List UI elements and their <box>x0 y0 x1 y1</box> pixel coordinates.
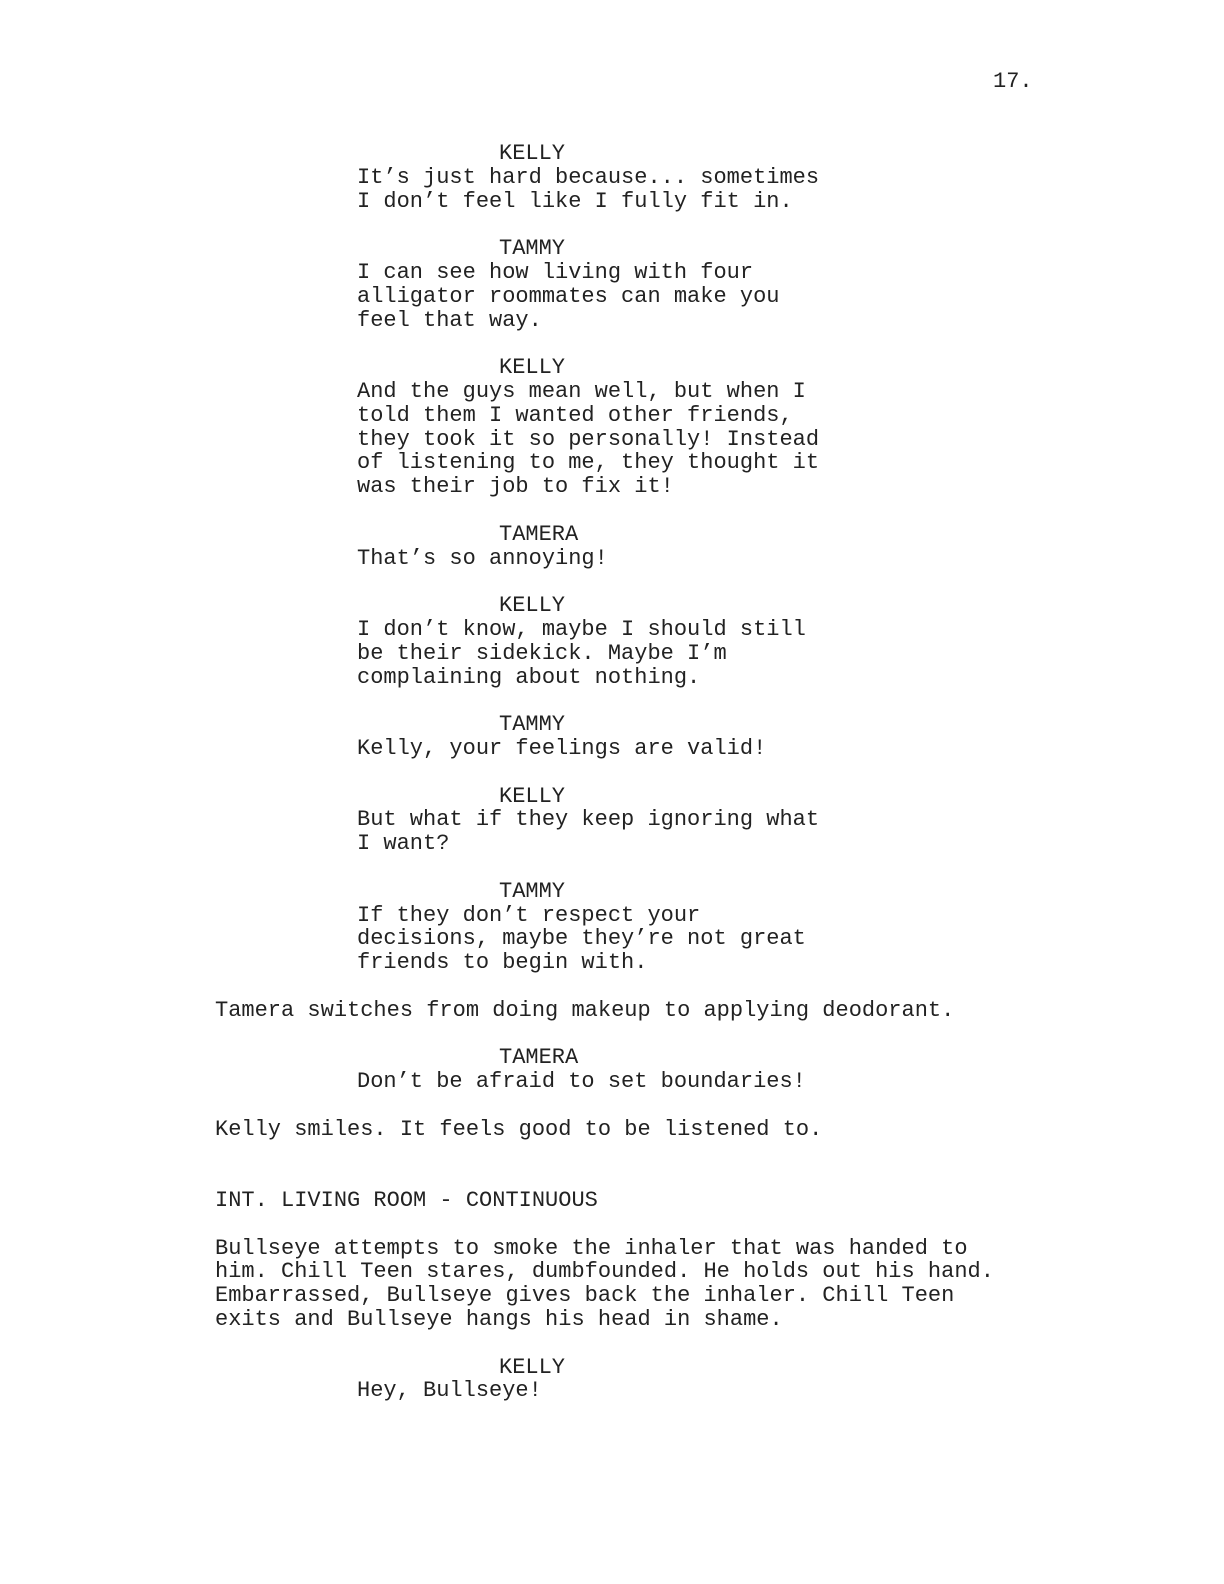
action-line: Bullseye attempts to smoke the inhaler that was handed to <box>215 1235 968 1261</box>
dialogue-line: I want? <box>357 831 450 857</box>
dialogue-line: decisions, maybe they’re not great <box>357 926 806 952</box>
dialogue-line: It’s just hard because... sometimes <box>357 164 820 190</box>
character-name: KELLY <box>499 141 566 166</box>
dialogue-line: That’s so annoying! <box>357 545 608 571</box>
action-line: Tamera switches from doing makeup to applying deodorant. <box>215 997 955 1023</box>
character-name: TAMMY <box>499 236 566 262</box>
dialogue-line: was their job to fix it! <box>357 474 674 500</box>
dialogue-line: alligator roommates can make you <box>357 283 780 309</box>
character-name: TAMERA <box>499 1045 579 1071</box>
character-name: TAMMY <box>499 878 566 904</box>
dialogue-line: If they don’t respect your <box>357 902 701 928</box>
dialogue-line: Don’t be afraid to set boundaries! <box>357 1069 806 1095</box>
dialogue-line: And the guys mean well, but when I <box>357 378 806 404</box>
dialogue-line: be their sidekick. Maybe I’m <box>357 640 727 666</box>
dialogue-line: complaining about nothing. <box>357 664 701 690</box>
scene-heading: INT. LIVING ROOM - CONTINUOUS <box>215 1188 598 1214</box>
dialogue-line: told them I wanted other friends, <box>357 402 793 428</box>
dialogue-line: they took it so personally! Instead <box>357 426 820 452</box>
action-line: Embarrassed, Bullseye gives back the inhaler. Chill Teen <box>215 1283 955 1309</box>
dialogue-line: I can see how living with four <box>357 259 754 285</box>
action-line: Kelly smiles. It feels good to be listened to. <box>215 1116 823 1142</box>
dialogue-line: Kelly, your feelings are valid! <box>357 735 767 761</box>
dialogue-line: of listening to me, they thought it <box>357 450 820 476</box>
dialogue-line: I don’t know, maybe I should still <box>357 616 806 642</box>
character-name: KELLY <box>499 355 566 381</box>
character-name: TAMMY <box>499 712 566 738</box>
dialogue-line: feel that way. <box>357 307 542 333</box>
action-line: him. Chill Teen stares, dumbfounded. He holds out his hand. <box>215 1259 994 1285</box>
character-name: KELLY <box>499 1354 566 1380</box>
action-line: exits and Bullseye hangs his head in shame. <box>215 1307 783 1333</box>
character-name: KELLY <box>499 783 566 809</box>
dialogue-line: friends to begin with. <box>357 950 648 976</box>
character-name: TAMERA <box>499 521 579 547</box>
page-number: 17. <box>993 69 1033 94</box>
dialogue-line: But what if they keep ignoring what <box>357 807 820 833</box>
dialogue-line: I don’t feel like I fully fit in. <box>357 188 793 214</box>
character-name: KELLY <box>499 593 566 619</box>
script-body <box>0 142 1224 1403</box>
dialogue-line: Hey, Bullseye! <box>357 1378 542 1404</box>
